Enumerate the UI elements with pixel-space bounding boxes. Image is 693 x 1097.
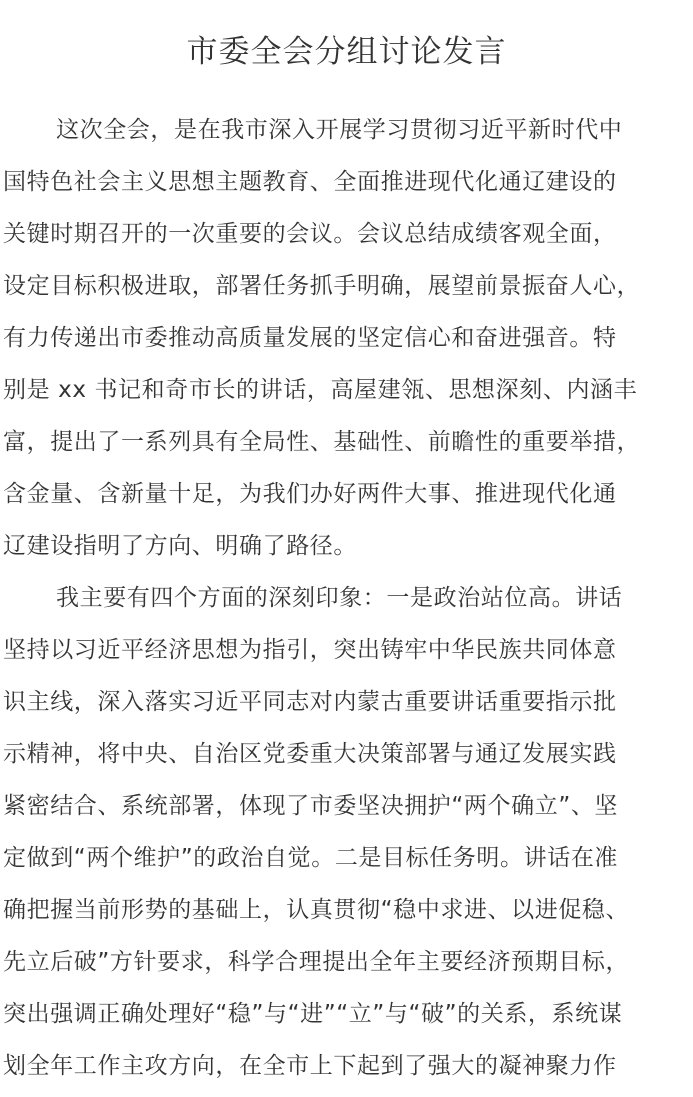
text-line: 识主线，深入落实习近平同志对内蒙古重要讲话重要指示批 xyxy=(3,689,617,715)
text-line: 国特色社会主义思想主题教育、全面推进现代化通辽建设的 xyxy=(3,169,617,195)
document-title: 市委全会分组讨论发言 xyxy=(186,34,507,70)
text-line: 含金量、含新量十足，为我们办好两件大事、推进现代化通 xyxy=(3,481,617,507)
text-line: 设定目标积极进取，部署任务抓手明确，展望前景振奋人心， xyxy=(3,273,641,299)
text-line: 辽建设指明了方向、明确了路径。 xyxy=(3,533,357,559)
text-line: 富，提出了一系列具有全局性、基础性、前瞻性的重要举措， xyxy=(3,429,641,455)
text-line: 紧密结合、系统部署，体现了市委坚决拥护“两个确立”、坚 xyxy=(3,793,619,819)
text-line: 先立后破”方针要求，科学合理提出全年主要经济预期目标， xyxy=(3,949,630,975)
text-line: 定做到“两个维护”的政治自觉。二是目标任务明。讲话在准 xyxy=(3,845,619,871)
text-line: 示精神，将中央、自治区党委重大决策部署与通辽发展实践 xyxy=(3,741,617,767)
text-line: 有力传递出市委推动高质量发展的坚定信心和奋进强音。特 xyxy=(3,325,617,351)
text-line: 别是 xx 书记和奇市长的讲话，高屋建瓴、思想深刻、内涵丰 xyxy=(3,377,638,403)
text-line: 坚持以习近平经济思想为指引，突出铸牢中华民族共同体意 xyxy=(3,637,617,663)
text-line: 划全年工作主攻方向，在全市上下起到了强大的凝神聚力作 xyxy=(3,1053,617,1079)
text-line: 我主要有四个方面的深刻印象：一是政治站位高。讲话 xyxy=(56,585,623,611)
text-line: 这次全会，是在我市深入开展学习贯彻习近平新时代中 xyxy=(56,117,623,143)
text-line: 确把握当前形势的基础上，认真贯彻“稳中求进、以进促稳、 xyxy=(3,897,630,923)
text-line: 关键时期召开的一次重要的会议。会议总结成绩客观全面， xyxy=(3,221,617,247)
text-line: 突出强调正确处理好“稳”与“进”“立”与“破”的关系，系统谋 xyxy=(3,1001,623,1027)
